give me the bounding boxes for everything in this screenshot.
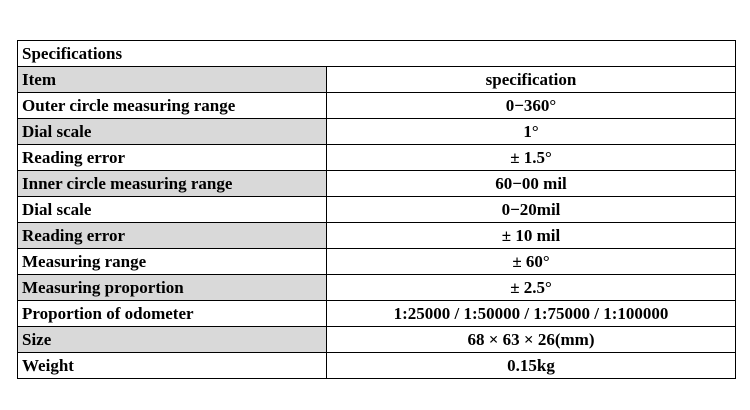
row-label: Measuring proportion: [18, 275, 327, 301]
table-row: [18, 145, 736, 171]
table-row: [18, 275, 736, 301]
row-value: 0−360°: [327, 93, 736, 119]
header-item: Item: [18, 67, 327, 93]
header-specification: specification: [327, 67, 736, 93]
row-label: Outer circle measuring range: [18, 93, 327, 119]
table-row: [18, 353, 736, 379]
row-value: 68 × 63 × 26(mm): [327, 327, 736, 353]
row-value: 0−20mil: [327, 197, 736, 223]
table-row: [18, 119, 736, 145]
row-value: 1:25000 / 1:50000 / 1:75000 / 1:100000: [327, 301, 736, 327]
row-label: Reading error: [18, 223, 327, 249]
row-label: Proportion of odometer: [18, 301, 327, 327]
table-row: [18, 93, 736, 119]
table-row: [18, 327, 736, 353]
row-value: ± 2.5°: [327, 275, 736, 301]
row-value: ± 1.5°: [327, 145, 736, 171]
table-row: [18, 197, 736, 223]
row-label: Size: [18, 327, 327, 353]
row-value: ± 60°: [327, 249, 736, 275]
row-value: ± 10 mil: [327, 223, 736, 249]
table-header-row: [18, 67, 736, 93]
row-label: Measuring range: [18, 249, 327, 275]
row-value: 0.15kg: [327, 353, 736, 379]
row-value: 60−00 mil: [327, 171, 736, 197]
specifications-table: [17, 40, 736, 379]
spec-table-container: [17, 40, 735, 379]
row-label: Dial scale: [18, 197, 327, 223]
row-label: Dial scale: [18, 119, 327, 145]
table-title-row: [18, 41, 736, 67]
row-value: 1°: [327, 119, 736, 145]
row-label: Weight: [18, 353, 327, 379]
row-label: Reading error: [18, 145, 327, 171]
table-row: [18, 301, 736, 327]
table-row: [18, 249, 736, 275]
table-title: Specifications: [18, 41, 736, 67]
table-row: [18, 223, 736, 249]
table-row: [18, 171, 736, 197]
row-label: Inner circle measuring range: [18, 171, 327, 197]
